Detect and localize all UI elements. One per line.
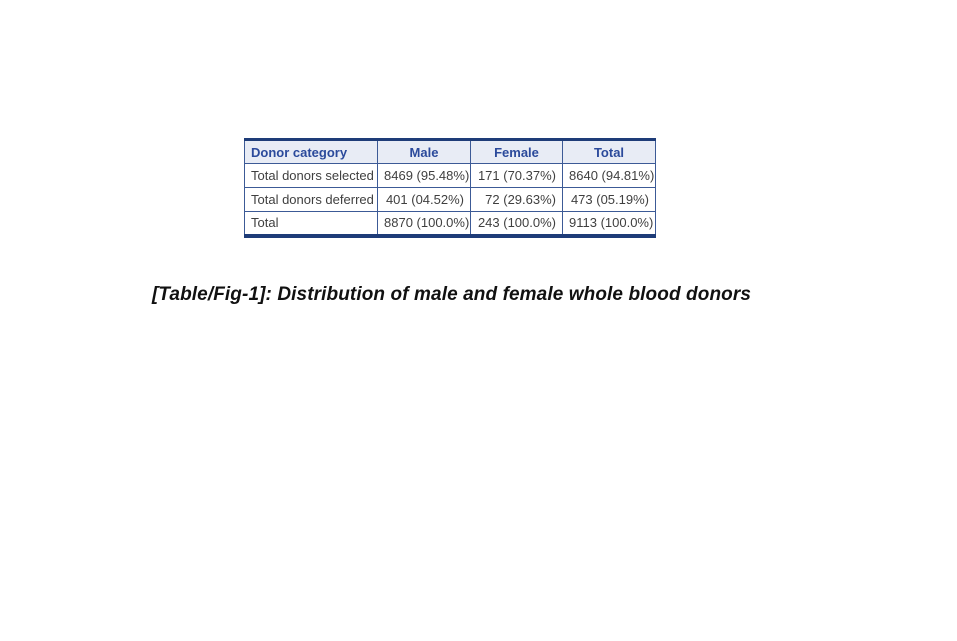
table-row-total (245, 212, 656, 236)
column-header-male: Male (378, 140, 471, 164)
cell-total-value: 473 (05.19%) (563, 188, 656, 212)
cell-male-value: 8469 (95.48%) (378, 164, 471, 188)
donor-distribution-table (244, 138, 656, 238)
cell-total-value: 9113 (100.0%) (563, 212, 656, 236)
cell-female-value: 171 (70.37%) (471, 164, 563, 188)
column-header-female: Female (471, 140, 563, 164)
table-row-donors-selected (245, 164, 656, 188)
column-header-donor-category: Donor category (245, 140, 378, 164)
figure-table-fig-1 (244, 138, 656, 238)
cell-category: Total donors deferred (245, 188, 378, 212)
cell-male-value: 8870 (100.0%) (378, 212, 471, 236)
cell-male-value: 401 (04.52%) (378, 188, 471, 212)
table-row-donors-deferred (245, 188, 656, 212)
cell-category: Total (245, 212, 378, 236)
cell-total-value: 8640 (94.81%) (563, 164, 656, 188)
column-header-total: Total (563, 140, 656, 164)
table-header-row (245, 140, 656, 164)
cell-category: Total donors selected (245, 164, 378, 188)
figure-caption: [Table/Fig-1]: Distribution of male and female whole blood donors (152, 284, 752, 305)
cell-female-value: 72 (29.63%) (471, 188, 563, 212)
cell-female-value: 243 (100.0%) (471, 212, 563, 236)
